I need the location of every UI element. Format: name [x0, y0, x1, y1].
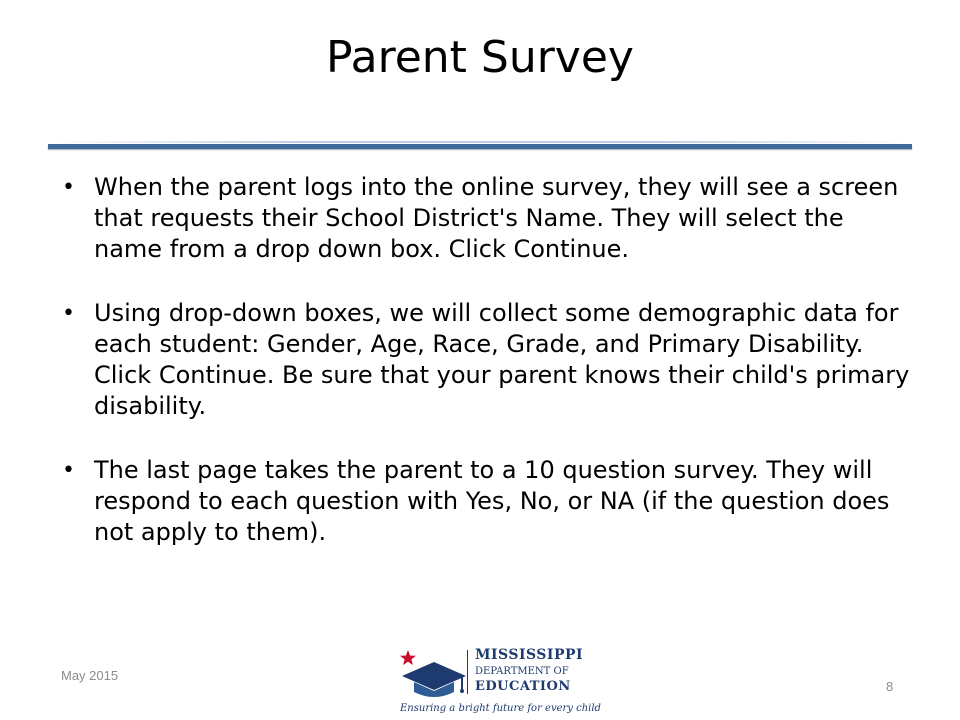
bullet-item [62, 455, 912, 548]
mde-logo [394, 646, 601, 718]
logo-line-department: DEPARTMENT OF [475, 666, 569, 677]
bullet-list [62, 172, 912, 581]
footer-date: May 2015 [61, 668, 119, 683]
logo-line-education: EDUCATION [475, 679, 571, 694]
bullet-text: When the parent logs into the online survey, they will see a screen that requests their School District's Name. They will select the name from a drop down box. Click Continue. [94, 173, 899, 263]
bullet-item [62, 298, 912, 422]
title-divider [48, 144, 912, 149]
bullet-text: Using drop-down boxes, we will collect some demographic data for each student: Gender, Age, Race, Grade, and Primary Disability. Click Continue. Be sure that your parent knows their child's primary disability. [94, 299, 910, 420]
bullet-item [62, 172, 912, 265]
logo-line-mississippi: MISSISSIPPI [475, 647, 584, 663]
graduation-cap-star-icon [394, 646, 468, 700]
slide-title: Parent Survey [326, 32, 634, 83]
bullet-icon: • [62, 175, 75, 200]
logo-tagline: Ensuring a bright future for every child [400, 703, 601, 714]
bullet-icon: • [62, 301, 75, 326]
page-number: 8 [886, 679, 894, 694]
bullet-icon: • [62, 458, 75, 483]
bullet-text: The last page takes the parent to a 10 question survey. They will respond to each question with Yes, No, or NA (if the question does not apply to them). [94, 456, 890, 546]
logo-divider [467, 650, 468, 694]
